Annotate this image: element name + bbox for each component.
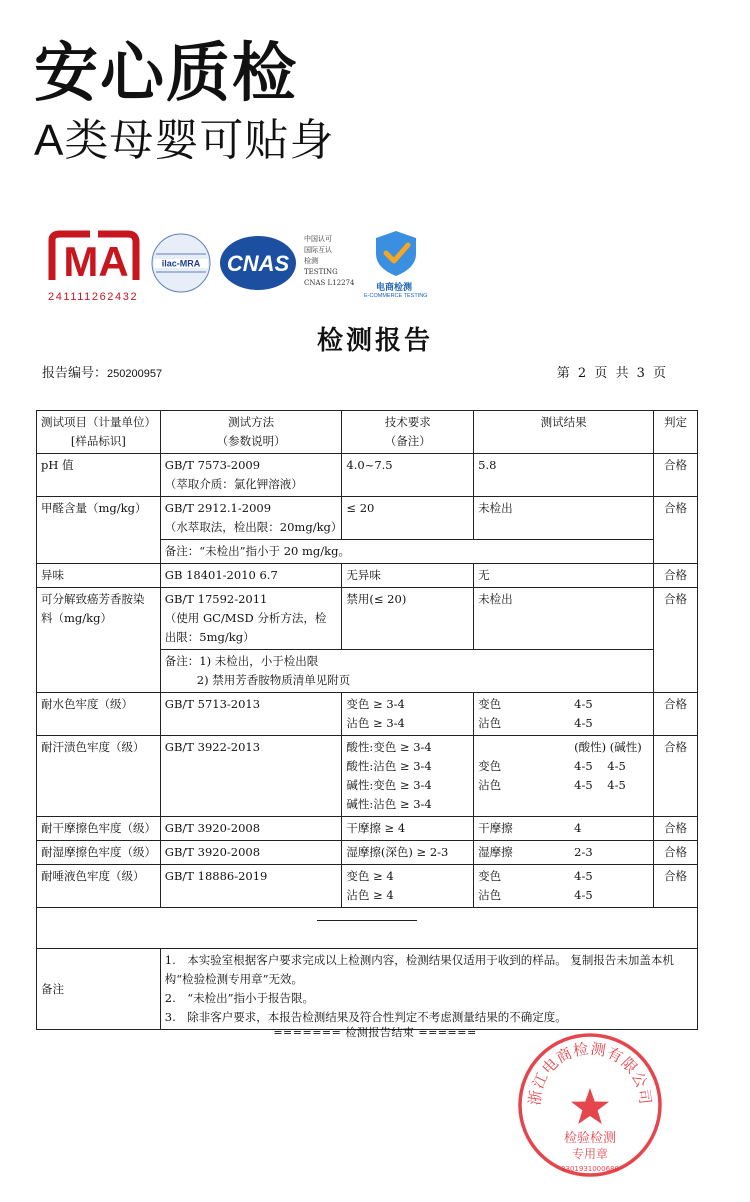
hero-title: 安心质检 — [34, 37, 298, 109]
report-end-mark: ======= 检测报告结束 ====== — [273, 1026, 477, 1039]
row-requirement: 变色 ≥ 4 沾色 ≥ 4 — [342, 865, 474, 908]
row-result: 未检出 — [474, 588, 654, 650]
hero-subtitle: A类母婴可贴身 — [34, 116, 335, 165]
header-result: 测试结果 — [474, 411, 654, 454]
row-judge: 合格 — [654, 497, 698, 564]
row-item: 耐汗渍色牢度（级） — [37, 736, 161, 817]
official-seal — [515, 1030, 665, 1180]
table-row — [37, 564, 698, 588]
remarks-content: 1. 本实验室根据客户要求完成以上检测内容，检测结果仅适用于收到的样品。 复制报告未加盖本机构“检验检测专用章”无效。 2. “未检出”指小于报告限。 3. 除非客户要求，本报告检测结果及符合性判定不考虑测量结果的不确定度。 — [160, 949, 697, 1030]
header-requirement: 技术要求 （备注） — [342, 411, 474, 454]
row-item: 耐唾液色牢度（级） — [37, 865, 161, 908]
row-item: 耐湿摩擦色牢度（级） — [37, 841, 161, 865]
row-result: 干摩擦 4 — [474, 817, 654, 841]
row-method: GB 18401-2010 6.7 — [160, 564, 342, 588]
row-judge: 合格 — [654, 817, 698, 841]
row-judge: 合格 — [654, 736, 698, 817]
row-result: (酸性) (碱性) 变色 4-5 4-5 沾色 4-5 4-5 — [474, 736, 654, 817]
table-row — [37, 454, 698, 497]
seal-org: 浙江电商检测有限公司 — [525, 1039, 655, 1107]
row-requirement: ≤ 20 — [342, 497, 474, 540]
cma-text: MA — [63, 238, 129, 285]
remarks-row — [37, 949, 698, 1030]
ecommerce-testing-logo — [368, 228, 424, 278]
row-note: 备注：“未检出”指小于 20 mg/kg。 — [160, 540, 653, 564]
cnas-recognition-text: 中国认可 国际互认 检测 TESTING CNAS L12274 — [304, 235, 355, 287]
cma-logo — [46, 228, 142, 288]
cma-number: 241111262432 — [48, 291, 139, 303]
row-result: 未检出 — [474, 497, 654, 540]
header-judge: 判定 — [654, 411, 698, 454]
seal-purpose2: 专用章 — [571, 1147, 609, 1161]
row-requirement: 无异味 — [342, 564, 474, 588]
row-judge: 合格 — [654, 865, 698, 908]
row-requirement: 干摩擦 ≥ 4 — [342, 817, 474, 841]
row-requirement: 变色 ≥ 3-4 沾色 ≥ 3-4 — [342, 693, 474, 736]
row-requirement: 湿摩擦(深色) ≥ 2-3 — [342, 841, 474, 865]
ilac-text: ilac-MRA — [161, 258, 201, 269]
separator-line — [317, 920, 417, 921]
remarks-label: 备注 — [37, 949, 161, 1030]
seal-code: 3301931000680 — [561, 1165, 619, 1173]
row-method: GB/T 7573-2009 （萃取介质：氯化钾溶液） — [160, 454, 342, 497]
cnas-logo — [218, 234, 298, 292]
report-number: 报告编号：250200957 — [42, 366, 163, 381]
row-item: 甲醛含量（mg/kg） — [37, 497, 161, 564]
table-row — [37, 497, 698, 540]
ilac-mra-logo — [150, 232, 212, 294]
row-result: 5.8 — [474, 454, 654, 497]
ecommerce-testing-label: 电商检测 E-COMMERCE TESTING — [364, 282, 428, 299]
row-item: 耐干摩擦色牢度（级） — [37, 817, 161, 841]
row-item: 可分解致癌芳香胺染料（mg/kg） — [37, 588, 161, 693]
table-row — [37, 865, 698, 908]
row-method: GB/T 2912.1-2009 （水萃取法，检出限：20mg/kg） — [160, 497, 342, 540]
row-judge: 合格 — [654, 588, 698, 693]
table-row — [37, 693, 698, 736]
row-result: 变色 4-5 沾色 4-5 — [474, 865, 654, 908]
table-row — [37, 817, 698, 841]
certification-logos — [46, 228, 446, 308]
row-note: 备注：1) 未检出，小于检出限 2) 禁用芳香胺物质清单见附页 — [160, 650, 653, 693]
seal-purpose: 检验检测 — [563, 1131, 617, 1146]
row-judge: 合格 — [654, 693, 698, 736]
row-judge: 合格 — [654, 564, 698, 588]
row-judge: 合格 — [654, 454, 698, 497]
row-item: pH 值 — [37, 454, 161, 497]
row-method: GB/T 3920-2008 — [160, 841, 342, 865]
header-item: 测试项目（计量单位） [样品标识] — [37, 411, 161, 454]
row-method: GB/T 18886-2019 — [160, 865, 342, 908]
seal-star-icon — [571, 1088, 609, 1124]
row-method: GB/T 5713-2013 — [160, 693, 342, 736]
header-method: 测试方法 （参数说明） — [160, 411, 342, 454]
test-results-table — [36, 410, 698, 1030]
row-judge: 合格 — [654, 841, 698, 865]
page-info: 第 2 页 共 3 页 — [556, 366, 666, 381]
row-requirement: 酸性:变色 ≥ 3-4 酸性:沾色 ≥ 3-4 碱性:变色 ≥ 3-4 碱性:沾色 ≥ 3-4 — [342, 736, 474, 817]
table-header-row — [37, 411, 698, 454]
table-row — [37, 736, 698, 817]
row-result: 无 — [474, 564, 654, 588]
cnas-text: CNAS — [226, 251, 290, 276]
row-item: 异味 — [37, 564, 161, 588]
table-row — [37, 841, 698, 865]
row-item: 耐水色牢度（级） — [37, 693, 161, 736]
row-requirement: 禁用(≤ 20) — [342, 588, 474, 650]
row-method: GB/T 3920-2008 — [160, 817, 342, 841]
row-method: GB/T 17592-2011 （使用 GC/MSD 分析方法，检出限：5mg/kg） — [160, 588, 342, 650]
row-result: 湿摩擦 2-3 — [474, 841, 654, 865]
table-blank-row — [37, 908, 698, 949]
row-result: 变色 4-5 沾色 4-5 — [474, 693, 654, 736]
row-requirement: 4.0~7.5 — [342, 454, 474, 497]
report-title: 检测报告 — [316, 326, 433, 356]
row-method: GB/T 3922-2013 — [160, 736, 342, 817]
table-row — [37, 588, 698, 650]
